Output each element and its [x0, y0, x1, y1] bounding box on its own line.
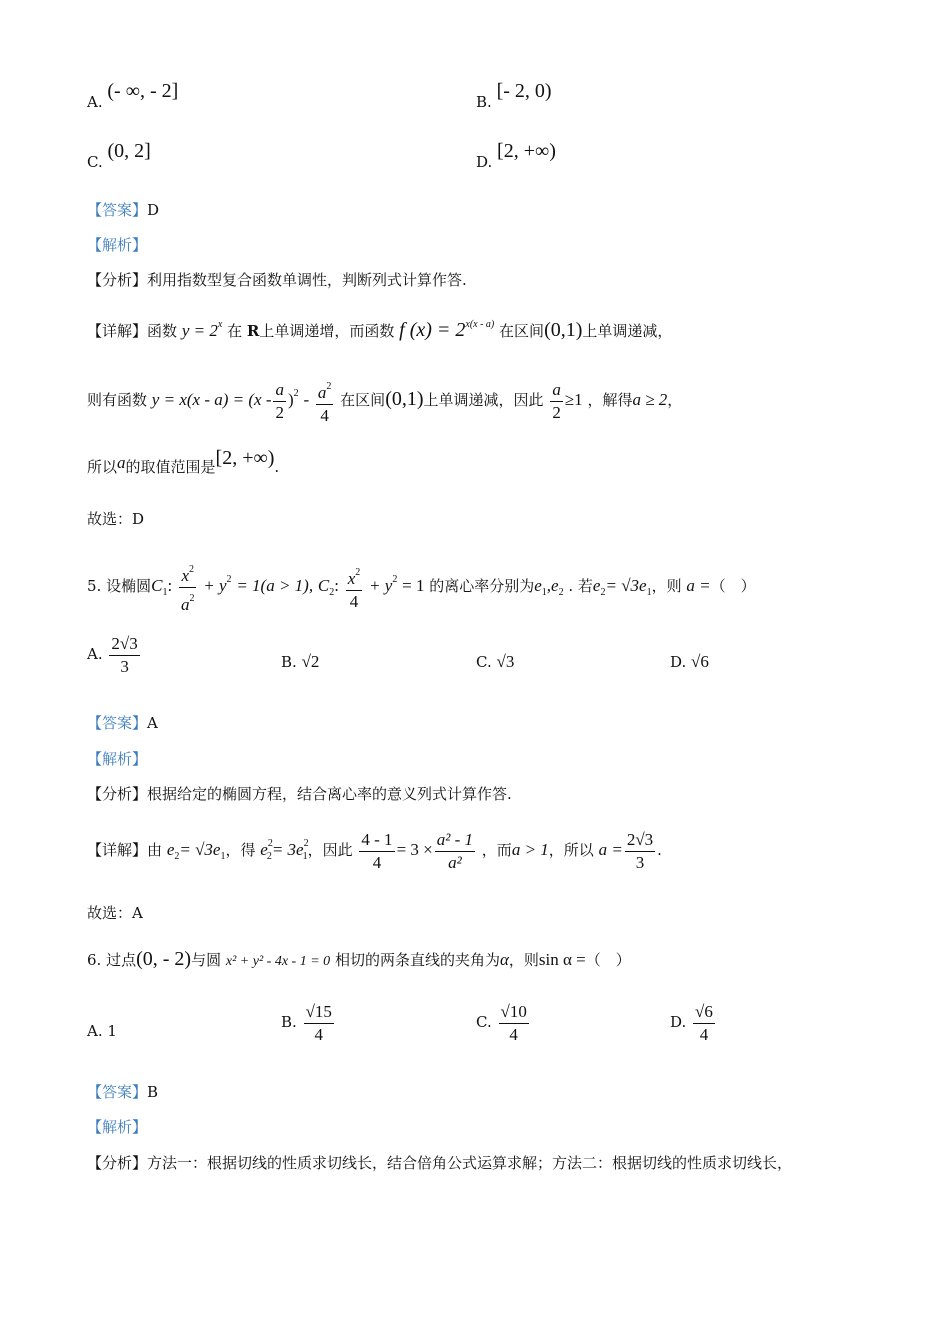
text: ，得	[225, 841, 256, 859]
text: ，所以	[548, 841, 594, 859]
variable: e	[592, 576, 601, 595]
numerator	[316, 376, 334, 405]
text: ，	[667, 391, 683, 409]
detail-tag: 【详解】	[87, 841, 148, 859]
q6-option-c	[476, 998, 531, 1046]
subscript: 2	[600, 587, 606, 598]
numerator: √15	[304, 1001, 334, 1024]
denominator: 2	[552, 402, 561, 422]
text: 所以	[87, 458, 118, 476]
text: ，而	[481, 841, 512, 859]
variable: e	[534, 576, 542, 595]
fenxi-tag: 【分析】	[87, 271, 148, 289]
q4-detail-line1	[87, 314, 672, 342]
q5-answer	[87, 712, 158, 734]
q5-option-b	[281, 652, 319, 672]
q4-option-d	[476, 140, 556, 173]
fraction	[109, 633, 139, 678]
text: 设椭圆	[106, 577, 152, 595]
numerator: a	[273, 379, 286, 402]
q5-question	[87, 556, 756, 617]
numerator: 2√3	[109, 633, 139, 656]
text: 上单调递减，	[582, 322, 673, 340]
option-letter: B.	[281, 1013, 297, 1031]
analysis-tag: 【解析】	[87, 750, 148, 768]
q4-option-a	[87, 80, 179, 113]
formula: C	[317, 576, 330, 595]
formula: = 3 ×	[396, 840, 433, 859]
option-expr: 1	[107, 1022, 117, 1040]
fraction	[179, 559, 197, 616]
denominator: 2	[275, 402, 284, 422]
text: 在区间	[499, 322, 545, 340]
q5-detail	[87, 820, 662, 881]
option-letter: B.	[476, 93, 492, 111]
formula: sin α =	[538, 950, 586, 969]
subscript: 1	[541, 587, 547, 598]
denominator: 4	[349, 591, 359, 611]
text: . 若	[568, 577, 593, 595]
q6-option-d	[670, 998, 717, 1046]
subscript: 2	[266, 851, 272, 862]
formula: e	[260, 840, 268, 859]
denominator	[179, 588, 197, 616]
exponent: 2	[326, 380, 332, 392]
option-letter: D.	[670, 653, 687, 671]
option-expr: √6	[691, 652, 709, 671]
text: 与圆	[191, 951, 222, 969]
exponent: 2	[303, 838, 309, 849]
answer-value: A	[147, 714, 158, 732]
formula: f (x) = 2	[399, 319, 466, 341]
numerator	[346, 562, 363, 591]
formula: a ≥ 2	[632, 390, 668, 409]
q5-option-c	[476, 652, 514, 672]
text: 的取值范围是	[125, 458, 216, 476]
option-letter: D.	[476, 153, 493, 171]
text: ，则	[651, 577, 682, 595]
answer-paren: （ ）	[710, 577, 756, 595]
formula: = √3e	[179, 840, 221, 859]
subscript: 2	[558, 587, 564, 598]
option-letter: C.	[476, 653, 492, 671]
q4-option-c	[87, 140, 151, 173]
text: ，解得	[587, 391, 633, 409]
exponent: 2	[188, 563, 194, 575]
q6-option-a	[87, 1022, 117, 1040]
exponent: 2	[267, 838, 273, 849]
option-letter: A.	[87, 1022, 103, 1040]
q5-analysis-heading	[87, 748, 147, 770]
exponent: 2	[226, 574, 232, 585]
text: 上单调递减，因此	[423, 391, 544, 409]
numerator: 4 - 1	[359, 829, 394, 852]
formula: y = x(x - a) = (x -	[151, 390, 272, 409]
fraction	[435, 829, 475, 874]
fraction	[304, 1001, 334, 1046]
fraction	[359, 829, 394, 874]
formula: + y	[369, 576, 393, 595]
q6-fenxi	[87, 1152, 792, 1174]
fenxi-tag: 【分析】	[87, 785, 148, 803]
text: 的离心率分别为	[429, 577, 535, 595]
option-letter: B.	[281, 653, 297, 671]
fenxi-text: 根据给定的椭圆方程，结合离心率的意义列式计算作答.	[147, 785, 512, 803]
formula: = 3e	[271, 840, 304, 859]
fenxi-text: 利用指数型复合函数单调性，判断列式计算作答.	[147, 271, 467, 289]
subscript: 2	[329, 587, 335, 598]
q5-option-a	[87, 630, 142, 678]
formula: e	[166, 840, 175, 859]
option-letter: C.	[476, 1013, 492, 1031]
formula: = √3e	[605, 576, 647, 595]
subscript: 2	[174, 851, 180, 862]
denominator: 3	[635, 852, 645, 872]
q4-option-b	[476, 80, 552, 113]
reals-symbol: R	[246, 322, 260, 340]
exponent: 2	[189, 592, 195, 604]
text: 上单调递增，而函数	[259, 322, 395, 340]
denominator-var: a	[180, 594, 190, 614]
exponent: 2	[392, 574, 398, 585]
text: .	[657, 841, 662, 859]
point: (0, - 2)	[136, 948, 192, 970]
fraction	[550, 379, 563, 424]
q5-choose: 故选：A	[87, 904, 143, 922]
answer-value: B	[147, 1083, 159, 1101]
fraction	[625, 829, 655, 874]
text: 在区间	[340, 391, 386, 409]
q4-fenxi	[87, 269, 467, 291]
option-expr: (0, 2]	[107, 140, 151, 162]
subscript: 1	[302, 851, 308, 862]
fraction	[693, 1001, 715, 1046]
formula: a =	[598, 840, 623, 859]
q4-choose: 故选：D	[87, 510, 145, 528]
text: ，因此	[307, 841, 353, 859]
numerator	[179, 559, 197, 588]
subscript: 1	[162, 587, 168, 598]
formula: = 1	[402, 576, 425, 595]
detail-tag: 【详解】	[87, 322, 148, 340]
formula: )	[287, 390, 294, 409]
q6-option-b	[281, 998, 336, 1046]
answer-value: D	[147, 201, 160, 219]
q5-option-d	[670, 652, 709, 672]
q4-analysis-heading	[87, 234, 147, 256]
q6-analysis-heading	[87, 1116, 147, 1138]
numerator: √10	[499, 1001, 529, 1024]
denominator: 3	[120, 656, 129, 676]
analysis-tag: 【解析】	[87, 236, 148, 254]
option-letter: C.	[87, 153, 103, 171]
numerator: √6	[693, 1001, 715, 1024]
exponent: 2	[293, 388, 299, 399]
formula: ≥1	[564, 390, 583, 409]
text: 由	[147, 841, 163, 859]
numerator: a² - 1	[435, 829, 475, 852]
range: [2, +∞)	[215, 447, 275, 469]
option-expr: (- ∞, - 2]	[107, 80, 179, 102]
formula: + y	[203, 576, 227, 595]
q5-fenxi	[87, 783, 512, 805]
variable: a	[117, 453, 126, 472]
subscript: 1	[220, 851, 226, 862]
formula-sup: x(x - a)	[465, 319, 495, 330]
numerator-var: x	[347, 568, 356, 588]
colon: :	[167, 576, 173, 595]
exponent: 2	[355, 566, 361, 578]
formula: a > 1	[511, 840, 549, 859]
text: 过点	[106, 951, 137, 969]
variable: e	[551, 576, 559, 595]
text: 相切的两条直线的夹角为	[334, 951, 500, 969]
text: ，则	[508, 951, 539, 969]
subscript: 1	[646, 587, 652, 598]
q4-answer	[87, 199, 159, 221]
answer-tag: 【答案】	[87, 714, 148, 732]
option-letter: A.	[87, 645, 103, 663]
denominator: 4	[509, 1024, 518, 1044]
numerator-var: x	[181, 565, 189, 585]
answer-tag: 【答案】	[87, 1083, 148, 1101]
question-number: 6.	[87, 951, 102, 969]
formula: y = 2	[181, 321, 218, 340]
variable: α	[499, 950, 509, 969]
comma: ,	[546, 576, 552, 595]
fraction	[273, 379, 286, 424]
option-expr: [2, +∞)	[497, 140, 556, 162]
denominator: 4	[699, 1024, 709, 1044]
numerator: a	[550, 379, 563, 402]
q6-question	[87, 948, 631, 973]
question-number: 5.	[87, 577, 102, 595]
option-expr: [- 2, 0)	[496, 80, 552, 102]
option-letter: D.	[670, 1013, 687, 1031]
formula: = 1(a > 1),	[236, 576, 314, 595]
option-expr: √3	[496, 652, 515, 671]
interval: (0,1)	[385, 388, 424, 410]
denominator: 4	[320, 405, 329, 425]
option-letter: A.	[87, 93, 103, 111]
colon: :	[334, 576, 339, 595]
denominator: 4	[314, 1024, 323, 1044]
denominator: a²	[448, 852, 462, 872]
option-expr: √2	[301, 652, 320, 671]
denominator: 4	[372, 852, 382, 872]
answer-tag: 【答案】	[87, 201, 148, 219]
q6-answer	[87, 1081, 158, 1103]
minus: -	[303, 390, 310, 409]
fraction	[316, 376, 334, 427]
q4-detail-line3	[87, 447, 280, 478]
analysis-tag: 【解析】	[87, 1118, 148, 1136]
formula: a =	[686, 576, 711, 595]
interval: (0,1)	[544, 319, 583, 341]
numerator-var: a	[317, 382, 327, 402]
answer-paren: （ ）	[585, 951, 631, 969]
text: 在	[227, 322, 243, 340]
fraction	[346, 562, 363, 613]
fenxi-text: 方法一：根据切线的性质求切线长，结合倍角公式运算求解；方法二：根据切线的性质求切线长，	[147, 1154, 793, 1172]
text: 则有函数	[87, 391, 148, 409]
text: 函数	[147, 322, 178, 340]
numerator: 2√3	[625, 829, 655, 852]
circle-equation: x² + y² - 4x - 1 = 0	[225, 954, 331, 969]
q4-detail-line2	[87, 370, 682, 427]
text: .	[274, 458, 280, 476]
fenxi-tag: 【分析】	[87, 1154, 148, 1172]
formula: C	[151, 576, 163, 595]
fraction	[499, 1001, 529, 1046]
formula-sup: x	[217, 319, 223, 330]
